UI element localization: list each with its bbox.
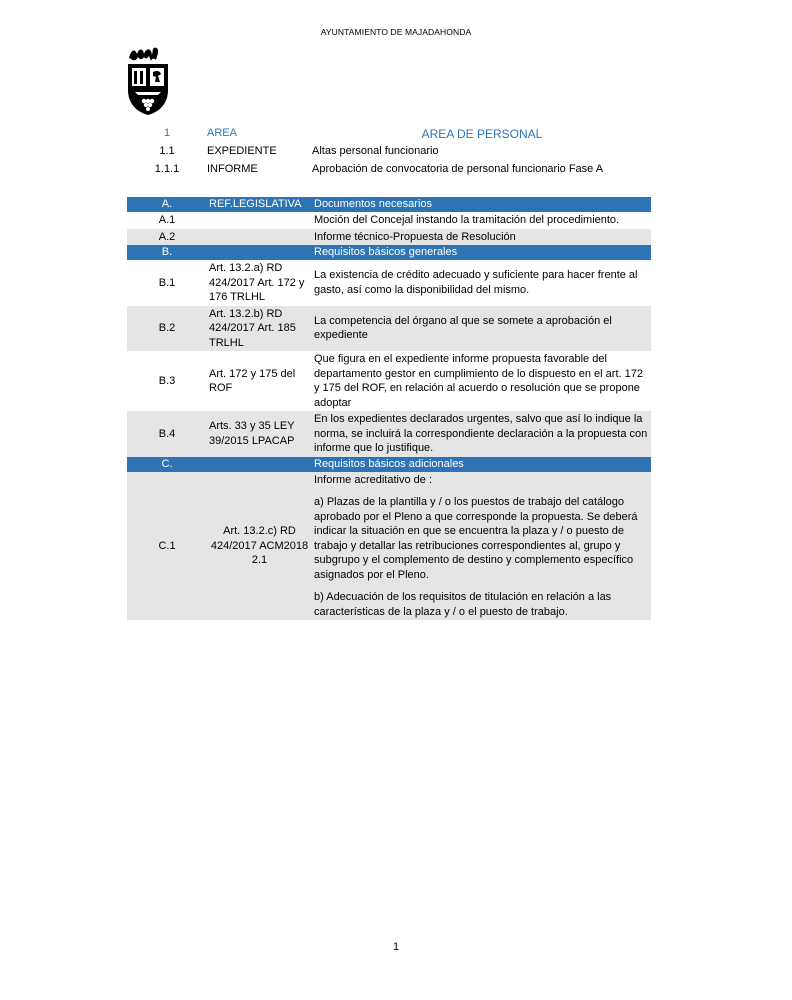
description-paragraph: a) Plazas de la plantilla y / o los puestos de trabajo del catálogo aprobado por el Pleno a que corresponde la propuesta. Se deberá indicar la situación en que se encuentra la plaza y / o puesto de trabajo y detallar las retribuciones correspondientes al, grupo y subgrupo y el complemento de destino y complemento específico asignados por el Pleno. — [314, 496, 638, 581]
table-row — [127, 472, 651, 621]
row-description: Informe técnico-Propuesta de Resolución — [312, 229, 651, 246]
area-number: 1 — [163, 127, 171, 139]
section-title: Requisitos básicos generales — [312, 245, 651, 260]
section-header-b — [127, 245, 651, 260]
section-header-a — [127, 197, 651, 212]
row-key: B.4 — [127, 411, 207, 457]
row-ref — [207, 212, 312, 229]
section-key: B. — [127, 245, 207, 260]
area-value: AREA DE PERSONAL — [421, 127, 543, 141]
row-key: B.2 — [127, 306, 207, 352]
document-header: AYUNTAMIENTO DE MAJADAHONDA — [320, 27, 472, 37]
informe-number: 1.1.1 — [154, 163, 180, 175]
expediente-number: 1.1 — [159, 145, 175, 157]
section-ref: REF.LEGISLATIVA — [207, 197, 312, 212]
row-ref: Art. 13.2.c) RD 424/2017 ACM2018 2.1 — [207, 472, 312, 621]
row-description — [312, 472, 651, 621]
area-label: AREA — [207, 127, 237, 139]
table-row — [127, 411, 651, 457]
row-description: Moción del Concejal instando la tramitación del procedimiento. — [314, 214, 620, 226]
row-ref: Arts. 33 y 35 LEY 39/2015 LPACAP — [207, 411, 312, 457]
expediente-value: Altas personal funcionario — [312, 145, 439, 157]
informe-label: INFORME — [207, 163, 258, 175]
table-row — [127, 260, 651, 306]
majadahonda-coat-of-arms-icon — [125, 44, 171, 116]
row-ref: Art. 172 y 175 del ROF — [209, 367, 296, 394]
row-description: Que figura en el expediente informe propuesta favorable del departamento gestor en cumplimiento de lo dispuesto en el art. 172 y 175 del ROF, en relación al acuerdo o resolución que se propone adoptar — [314, 353, 643, 409]
requirements-table — [127, 197, 651, 620]
section-ref — [207, 457, 312, 472]
table-row — [127, 212, 651, 229]
row-description: La competencia del órgano al que se somete a aprobación el expediente — [312, 306, 651, 352]
row-key: A.1 — [158, 214, 176, 226]
expediente-label: EXPEDIENTE — [207, 145, 277, 157]
row-key: C.1 — [127, 472, 207, 621]
row-key: A.2 — [127, 229, 207, 246]
section-title: Requisitos básicos adicionales — [312, 457, 651, 472]
section-key: C. — [127, 457, 207, 472]
row-key: B.3 — [158, 374, 176, 387]
row-key: B.1 — [158, 276, 176, 289]
informe-value: Aprobación de convocatoria de personal funcionario Fase A — [312, 163, 604, 175]
row-ref — [207, 229, 312, 246]
table-row — [127, 229, 651, 246]
row-description: En los expedientes declarados urgentes, salvo que así lo indique la norma, se incluirá la correspondiente declaración a la propuesta con informe que lo justifique. — [312, 411, 651, 457]
description-paragraph: Informe acreditativo de : — [314, 473, 433, 486]
section-title: Documentos necesarios — [312, 197, 651, 212]
table-row — [127, 306, 651, 352]
section-key: A. — [127, 197, 207, 212]
description-paragraph: b) Adecuación de los requisitos de titulación en relación a las características de la plaza y / o el puesto de trabajo. — [314, 591, 612, 618]
row-description: La existencia de crédito adecuado y suficiente para hacer frente al gasto, así como la disponibilidad del mismo. — [314, 269, 638, 296]
table-row — [127, 351, 651, 411]
section-header-c — [127, 457, 651, 472]
page-number: 1 — [392, 941, 400, 953]
row-ref: Art. 13.2.a) RD 424/2017 Art. 172 y 176 TRLHL — [209, 262, 305, 303]
section-ref — [207, 245, 312, 260]
row-ref: Art. 13.2.b) RD 424/2017 Art. 185 TRLHL — [207, 306, 312, 352]
